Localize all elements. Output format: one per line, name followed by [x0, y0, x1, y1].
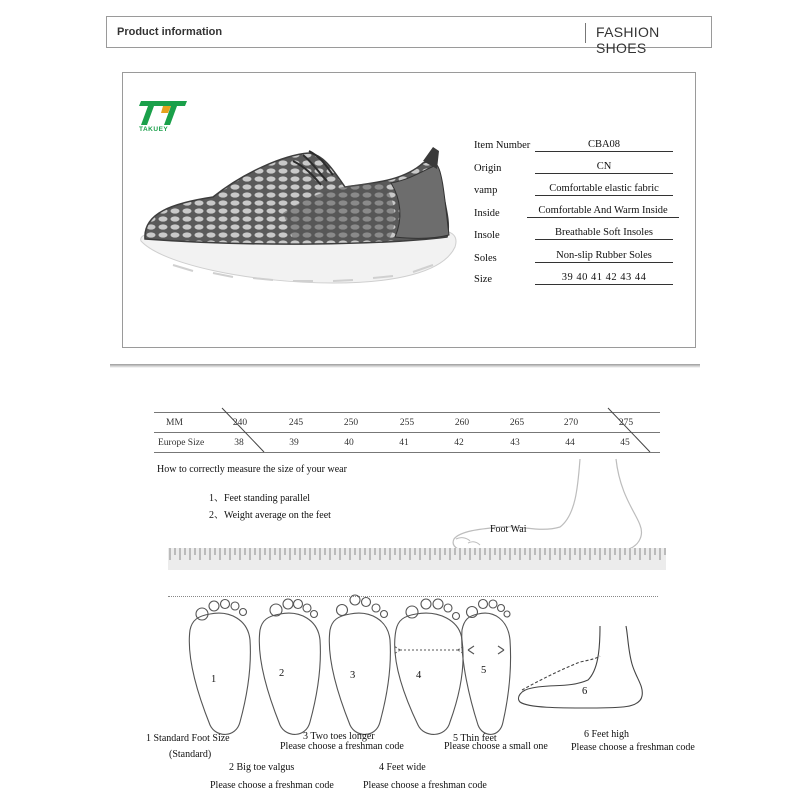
product-info-box: [122, 72, 696, 348]
eu-cell: 39: [289, 438, 299, 448]
spec-label-vamp: vamp: [474, 185, 498, 196]
spec-label-soles: Soles: [474, 253, 497, 264]
eu-cell: 44: [565, 438, 575, 448]
header-divider: [585, 23, 586, 43]
size-table: [150, 404, 670, 456]
spec-value-inside: Comfortable And Warm Inside: [527, 205, 679, 218]
foot-type-number-1: 1: [211, 674, 217, 685]
mm-cell: 270: [563, 418, 579, 428]
shoe-image: [133, 143, 463, 293]
mm-cell: 250: [343, 418, 359, 428]
section-separator: [110, 364, 700, 368]
caption-5-sub: Please choose a small one: [444, 741, 548, 752]
size-row-label-mm: MM: [166, 418, 183, 428]
measure-title: How to correctly measure the size of your wear: [157, 464, 347, 475]
caption-3-sub: Please choose a freshman code: [280, 741, 404, 752]
mm-cell: 265: [509, 418, 525, 428]
caption-1-sub: (Standard): [169, 749, 212, 760]
eu-cell: 45: [620, 438, 630, 448]
spec-value-origin: CN: [535, 161, 673, 174]
mm-cell: 240: [232, 418, 248, 428]
foot-side-illustration: [440, 455, 670, 560]
spec-value-size: 39 40 41 42 43 44: [535, 272, 673, 285]
mm-cell: 255: [399, 418, 415, 428]
eu-cell: 43: [510, 438, 520, 448]
mm-cell: 275: [618, 418, 634, 428]
caption-6-title: 6 Feet high: [584, 729, 629, 740]
foot-type-number-4: 4: [416, 670, 422, 681]
mm-cell: 245: [288, 418, 304, 428]
ruler-icon: [168, 548, 666, 570]
foot-type-number-6: 6: [582, 686, 588, 697]
eu-cell: 42: [454, 438, 464, 448]
caption-5-title: 5 Thin feet: [453, 733, 497, 744]
spec-value-soles: Non-slip Rubber Soles: [535, 250, 673, 263]
spec-value-item-number: CBA08: [535, 139, 673, 152]
spec-label-inside: Inside: [474, 208, 500, 219]
brand-logo-text: TAKUEY: [139, 126, 169, 133]
spec-label-insole: Insole: [474, 230, 500, 241]
caption-2-title: 2 Big toe valgus: [229, 762, 295, 773]
header-bar: [106, 16, 712, 56]
foot-type-number-5: 5: [481, 665, 487, 676]
size-table-diagonals: [150, 404, 670, 456]
eu-cell: 41: [399, 438, 409, 448]
spec-value-insole: Breathable Soft Insoles: [535, 227, 673, 240]
spec-label-origin: Origin: [474, 163, 502, 174]
caption-3-title: 3 Two toes longer: [303, 731, 375, 742]
caption-1-title: 1 Standard Foot Size: [146, 733, 230, 744]
measure-step-1: 1、Feet standing parallel: [209, 493, 311, 504]
foot-label: Foot Wai: [490, 524, 527, 535]
caption-2-sub: Please choose a freshman code: [210, 780, 334, 791]
foot-type-number-2: 2: [279, 668, 285, 679]
caption-4-title: 4 Feet wide: [379, 762, 426, 773]
spec-label-item-number: Item Number: [474, 140, 531, 151]
size-row-label-europe: Europe Size: [158, 438, 205, 448]
brand-logo: [137, 99, 189, 137]
measure-step-2: 2、Weight average on the feet: [209, 510, 331, 521]
caption-4-sub: Please choose a freshman code: [363, 780, 487, 791]
caption-6-sub: Please choose a freshman code: [571, 742, 695, 753]
header-left-title: Product information: [117, 26, 223, 38]
spec-value-vamp: Comfortable elastic fabric: [535, 183, 673, 196]
mm-cell: 260: [454, 418, 470, 428]
eu-cell: 38: [234, 438, 244, 448]
header-right-title: FASHION SHOES: [596, 24, 660, 56]
brand-logo-icon: [137, 99, 189, 127]
eu-cell: 40: [344, 438, 354, 448]
foot-types-illustration: [180, 590, 660, 740]
spec-label-size: Size: [474, 274, 493, 285]
foot-type-number-3: 3: [350, 670, 356, 681]
